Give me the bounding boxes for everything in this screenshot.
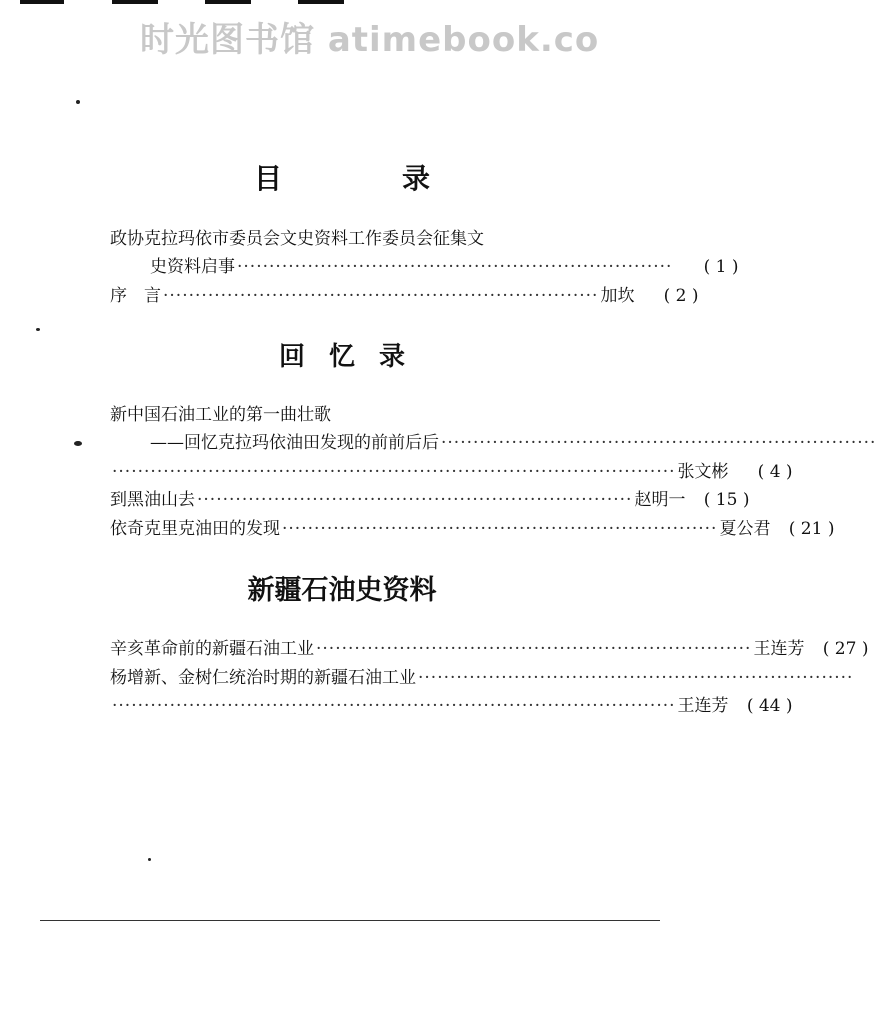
toc-entry-subtitle: ——回忆克拉玛依油田发现的前前后后 <box>150 433 439 453</box>
toc-entry-page: ( 27 ) <box>822 639 869 659</box>
leader-dots: ························································································ <box>112 696 676 716</box>
toc-entry <box>110 636 869 662</box>
toc-entry <box>110 459 793 485</box>
leader-dots: ···································································· <box>418 668 854 688</box>
toc-entry-page: ( 1 ) <box>703 257 739 277</box>
section-heading-char: 录 <box>379 342 406 372</box>
toc-entry-page: ( 44 ) <box>746 696 793 716</box>
toc-entry-author: 赵明一 <box>634 490 686 510</box>
leader-dots: ···································································· <box>316 639 752 659</box>
toc-entry-line <box>110 226 588 252</box>
toc-entry <box>110 693 793 719</box>
toc-entry-line <box>110 665 854 691</box>
toc-entry-line <box>150 430 876 456</box>
leader-dots: ························································································ <box>112 462 676 482</box>
toc-entry-line <box>110 402 588 428</box>
toc-entry-title-line1: 杨增新、金树仁统治时期的新疆石油工业 <box>110 668 416 688</box>
toc-entry-page: ( 2 ) <box>663 286 699 306</box>
leader-dots: ···································································· <box>282 519 718 539</box>
toc-entry-author: 夏公君 <box>719 519 771 539</box>
scan-speck <box>76 100 80 104</box>
watermark: 时光图书馆 atimebook.co <box>140 20 600 60</box>
leader-dots: ···································································· <box>197 490 633 510</box>
toc-entry-title-line1: 政协克拉玛依市委员会文史资料工作委员会征集文 <box>110 229 484 249</box>
toc-title-char: 目 <box>253 162 282 195</box>
top-edge-mark <box>20 0 64 4</box>
toc-title-char: 录 <box>402 162 431 195</box>
toc-entry <box>150 254 739 280</box>
toc-entry <box>110 516 835 542</box>
toc-entry-title-line1: 新中国石油工业的第一曲壮歌 <box>110 405 331 425</box>
toc-entry-author: 王连芳 <box>677 696 729 716</box>
toc-entry-author: 王连芳 <box>753 639 805 659</box>
toc-entry-title: 依奇克里克油田的发现 <box>110 519 280 539</box>
leader-dots: ···································································· <box>441 433 876 453</box>
section-heading-char: 忆 <box>328 342 355 372</box>
toc-entry-title: 序 言 <box>110 286 161 306</box>
toc-entry-page: ( 15 ) <box>703 490 750 510</box>
section-heading-char: 回 <box>278 342 305 372</box>
section-heading-oil-history: 新疆石油史资料 <box>247 575 437 606</box>
toc-entry-author: 加坎 <box>600 286 635 306</box>
leader-dots: ···································································· <box>163 286 599 306</box>
scan-speck <box>148 858 151 861</box>
toc-title <box>0 157 684 197</box>
toc-entry-title: 到黑油山去 <box>110 490 195 510</box>
top-edge-mark <box>298 0 344 4</box>
section-heading-memoirs <box>0 336 684 373</box>
toc-entry-page: ( 21 ) <box>788 519 835 539</box>
leader-dots: ···································································· <box>237 257 673 277</box>
page-bottom-rule <box>40 920 660 921</box>
scan-speck <box>74 441 82 446</box>
toc-entry-title: 辛亥革命前的新疆石油工业 <box>110 639 314 659</box>
top-edge-mark <box>112 0 158 4</box>
toc-entry-author: 张文彬 <box>677 462 729 482</box>
toc-entry-title: 史资料启事 <box>150 257 235 277</box>
toc-entry <box>110 487 750 513</box>
scan-speck <box>36 328 40 331</box>
top-edge-mark <box>205 0 251 4</box>
toc-entry <box>110 283 699 309</box>
toc-entry-page: ( 4 ) <box>757 462 793 482</box>
